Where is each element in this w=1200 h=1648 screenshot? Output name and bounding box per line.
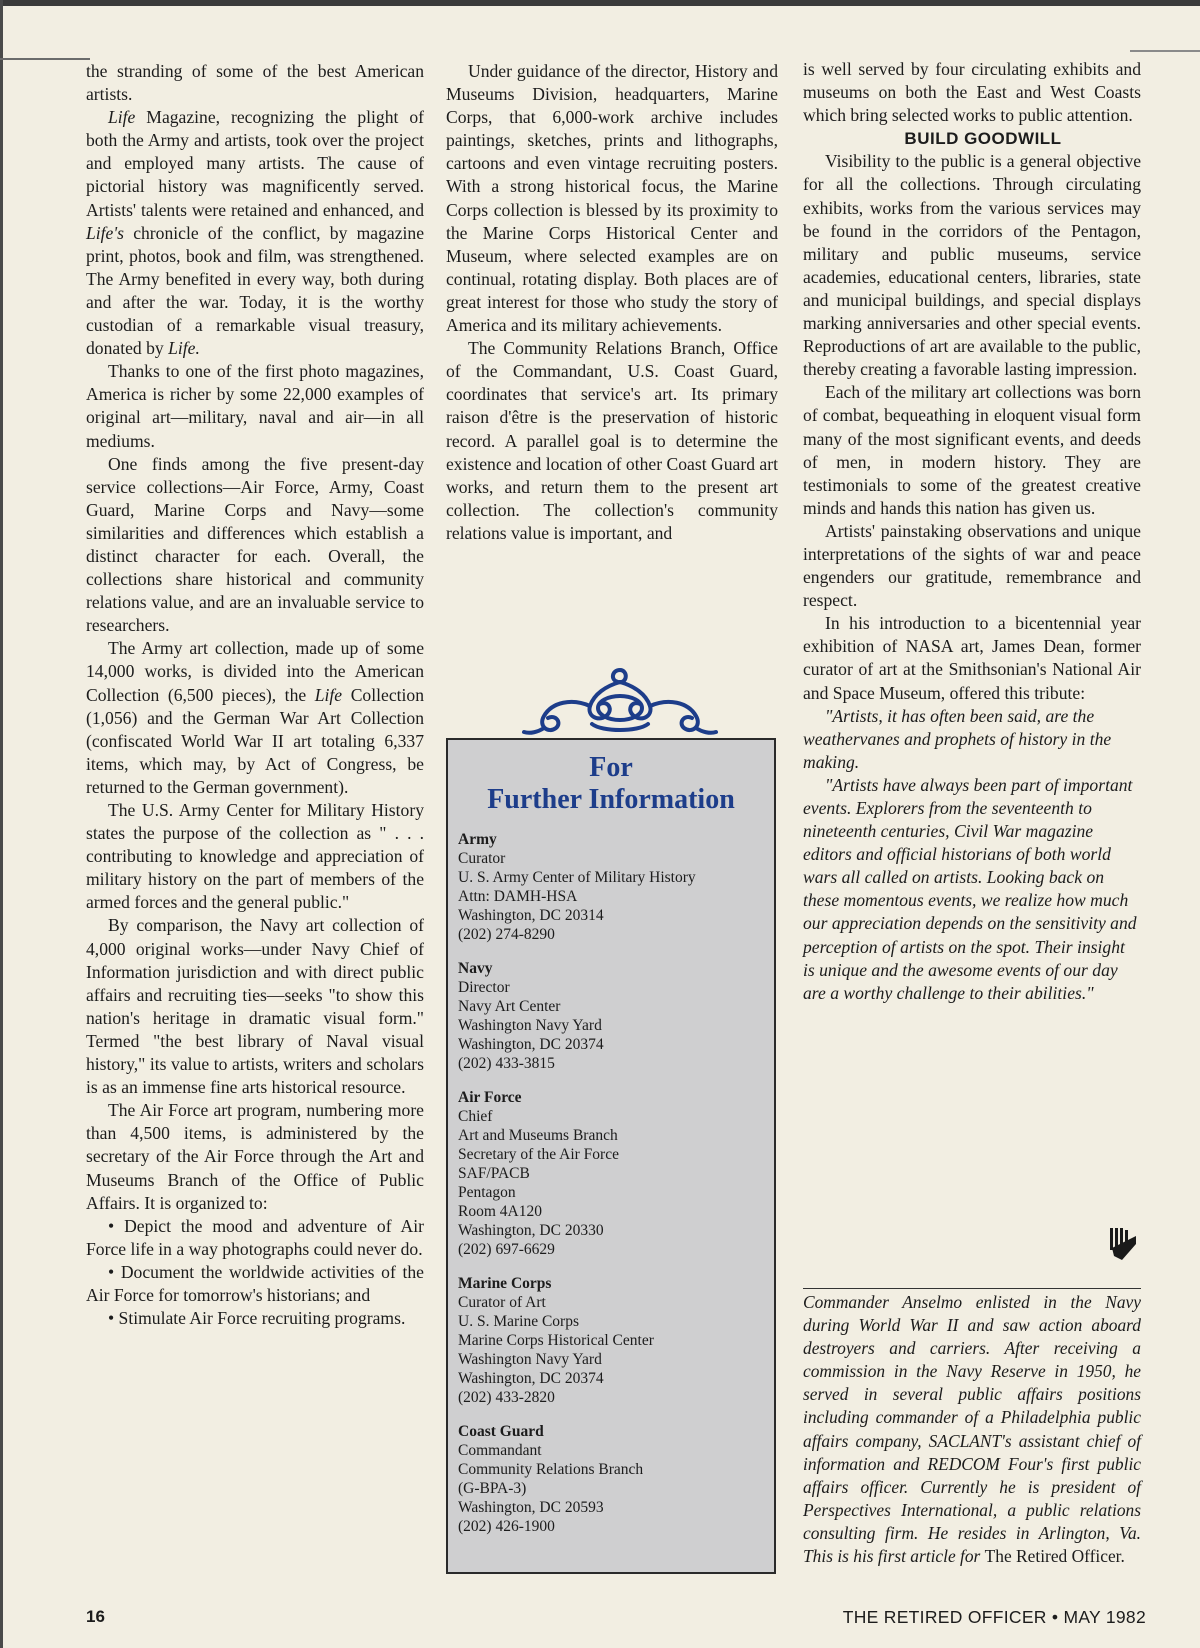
branch-name: Army bbox=[458, 831, 497, 848]
magazine-name: The Retired Officer. bbox=[984, 1546, 1125, 1567]
address-line: Washington Navy Yard bbox=[458, 1351, 602, 1368]
address-line: Curator bbox=[458, 850, 506, 867]
contact-navy bbox=[458, 959, 764, 1073]
address-line: Community Relations Branch bbox=[458, 1461, 644, 1478]
address-line: Navy Art Center bbox=[458, 998, 561, 1015]
address-line: Washington Navy Yard bbox=[458, 1017, 602, 1034]
publication-footer: THE RETIRED OFFICER • MAY 1982 bbox=[842, 1607, 1146, 1627]
left-edge bbox=[0, 0, 3, 1648]
address-line: U. S. Army Center of Military History bbox=[458, 869, 696, 886]
phone-number: (202) 697-6629 bbox=[458, 1241, 555, 1258]
top-border bbox=[0, 0, 1200, 6]
header-rule-left bbox=[0, 58, 90, 60]
paragraph: Artists' painstaking observations and unique interpretations of the sights of war and peace engenders our gratitude, remembrance and respect. bbox=[803, 520, 1141, 611]
address-line: SAF/PACB bbox=[458, 1165, 530, 1182]
text-run: Collection (1,056) and the German War Art Collection (confiscated World War II art totaling 6,337 items, which may, by Act of Congress, be returned to the German government). bbox=[86, 684, 424, 797]
address-line: Washington, DC 20374 bbox=[458, 1370, 604, 1387]
address-line: Chief bbox=[458, 1108, 493, 1125]
column-2 bbox=[446, 60, 778, 545]
magazine-title: Life bbox=[108, 107, 136, 128]
address-line: Room 4A120 bbox=[458, 1203, 542, 1220]
branch-name: Coast Guard bbox=[458, 1423, 544, 1440]
quotation: "Artists have always been part of important events. Explorers from the seventeenth to nineteenth centuries, Civil War magazine editors and official historians of both world wars all called on artists. Looking back on these momentous events, we realize how much our appreciation depends on the sensitivity and perception of artists on the spot. Their insight is unique and the awesome events of our day are a worthy challenge to their abilities." bbox=[803, 774, 1137, 1003]
paragraph: Each of the military art collections was born of combat, bequeathing in eloquent visual form many of the most significant events, and deeds of men, in modern history. They are testimonials to some of the greatest creative minds and hands this nation has given us. bbox=[803, 382, 1141, 518]
paragraph: the stranding of some of the best American artists. bbox=[86, 61, 424, 105]
phone-number: (202) 274-8290 bbox=[458, 926, 555, 943]
box-title-line1: For bbox=[589, 752, 633, 783]
bio-text: Commander Anselmo enlisted in the Navy during World War II and saw action aboard destroyers and carriers. After receiving a commission in the Navy Reserve in 1950, he served in several public affairs positions including commander of a Philadelphia public affairs company, SACLANT's assistant chief of information and REDCOM Four's first public affairs officer. Currently he is president of Perspectives International, a public relations consulting firm. He resides in Arlington, Va. This is his first article for bbox=[803, 1292, 1141, 1567]
bullet-item: • Stimulate Air Force recruiting programs. bbox=[108, 1308, 406, 1329]
paragraph bbox=[86, 637, 424, 799]
page-number: 16 bbox=[86, 1607, 105, 1626]
paragraph: Visibility to the public is a general objective for all the collections. Through circulating exhibits, works from the various services may be found in the corridors of the Pentagon, military and public museums, service academies, educational centers, libraries, state and municipal buildings, and special displays marking anniversaries and other special events. Reproductions of art are available to the public, thereby creating a favorable lasting impression. bbox=[803, 151, 1141, 380]
scroll-ornament-icon bbox=[520, 664, 720, 742]
magazine-title: Life's bbox=[86, 222, 124, 243]
author-bio bbox=[803, 1288, 1141, 1568]
phone-number: (202) 433-2820 bbox=[458, 1389, 555, 1406]
further-information-box bbox=[446, 738, 776, 1574]
paragraph: The Community Relations Branch, Office of the Commandant, U.S. Coast Guard, coordinates that service's art. Its primary raison d'être is the preservation of historic record. A parallel goal is to determine the existence and location of other Coast Guard art works, and return them to the present art collection. The collection's community relations value is important, and bbox=[446, 338, 778, 543]
column-1 bbox=[86, 60, 424, 1330]
section-subhead: BUILD GOODWILL bbox=[904, 129, 1062, 149]
paragraph bbox=[86, 106, 424, 360]
address-line: (G-BPA-3) bbox=[458, 1480, 527, 1497]
bullet-item: • Document the worldwide activities of the Air Force for tomorrow's historians; and bbox=[86, 1261, 424, 1305]
address-line: Washington, DC 20330 bbox=[458, 1222, 604, 1239]
branch-name: Marine Corps bbox=[458, 1275, 552, 1292]
column-3 bbox=[803, 58, 1141, 1005]
paragraph: is well served by four circulating exhibits and museums on both the East and West Coasts which bring selected works to public attention. bbox=[803, 59, 1141, 126]
phone-number: (202) 426-1900 bbox=[458, 1518, 555, 1535]
paragraph: By comparison, the Navy art collection of 4,000 original works—under Navy Chief of Information jurisdiction and with direct public affairs and recruiting ties—seeks "to show this nation's heritage in dramatic visual form." Termed "the best library of Naval visual history," its value to artists, writers and scholars is as an immense fine arts historical resource. bbox=[86, 915, 424, 1098]
address-line: Washington, DC 20314 bbox=[458, 907, 604, 924]
phone-number: (202) 433-3815 bbox=[458, 1055, 555, 1072]
address-line: Attn: DAMH-HSA bbox=[458, 888, 578, 905]
contact-army bbox=[458, 830, 764, 944]
branch-name: Navy bbox=[458, 960, 493, 977]
address-line: Secretary of the Air Force bbox=[458, 1146, 619, 1163]
contact-coast-guard bbox=[458, 1422, 764, 1536]
paragraph: Under guidance of the director, History and Museums Division, headquarters, Marine Corps, that 6,000-work archive includes paintings, sketches, prints and lithographs, cartoons and even vintage recruiting posters. With a strong historical focus, the Marine Corps collection is blessed by its proximity to the Marine Corps Historical Center and Museum, where selected examples are on continual, rotating display. Both places are of great interest for those who study the story of America and its military achievements. bbox=[446, 61, 778, 336]
quotation: "Artists, it has often been said, are the weathervanes and prophets of history in the making. bbox=[803, 705, 1112, 772]
header-rule-right bbox=[1130, 50, 1200, 52]
address-line: Art and Museums Branch bbox=[458, 1127, 618, 1144]
text-run: The Army art collection, made up of some 14,000 works, is divided into the American Collection (6,500 pieces), the bbox=[86, 638, 424, 705]
address-line: Marine Corps Historical Center bbox=[458, 1332, 654, 1349]
text-run: chronicle of the conflict, by magazine print, photos, book and film, was strengthened. The Army benefited in every way, both during and after the war. Today, it is the worthy custodian of a remarkable visual treasury, donated by bbox=[86, 222, 424, 359]
paragraph: In his introduction to a bicentennial year exhibition of NASA art, James Dean, former curator of art at the Smithsonian's National Air and Space Museum, offered this tribute: bbox=[803, 613, 1141, 703]
branch-name: Air Force bbox=[458, 1089, 522, 1106]
address-line: U. S. Marine Corps bbox=[458, 1313, 579, 1330]
magazine-title: Life bbox=[314, 684, 343, 705]
contact-marine-corps bbox=[458, 1274, 764, 1407]
paragraph: Thanks to one of the first photo magazines, America is richer by some 22,000 examples of original art—military, naval and air—in all mediums. bbox=[86, 361, 424, 451]
address-line: Director bbox=[458, 979, 510, 996]
address-line: Curator of Art bbox=[458, 1294, 546, 1311]
box-title-line2: Further Information bbox=[487, 784, 735, 815]
contact-air-force bbox=[458, 1088, 764, 1259]
address-line: Washington, DC 20374 bbox=[458, 1036, 604, 1053]
magazine-title: Life. bbox=[168, 338, 200, 359]
paragraph: The Air Force art program, numbering more than 4,500 items, is administered by the secretary of the Air Force through the Art and Museums Branch of the Office of Public Affairs. It is organized to: bbox=[86, 1100, 424, 1213]
end-of-article-icon bbox=[1108, 1226, 1138, 1262]
paragraph: One finds among the five present-day service collections—Air Force, Army, Coast Guard, Marine Corps and Navy—some similarities and differences which establish a distinct character for each. Overall, the collections share historical and community relations value, and are an invaluable service to researchers. bbox=[86, 453, 424, 636]
address-line: Commandant bbox=[458, 1442, 542, 1459]
address-line: Washington, DC 20593 bbox=[458, 1499, 604, 1516]
paragraph: The U.S. Army Center for Military History states the purpose of the collection as " . . . contributing to knowledge and appreciation of military history on the part of members of the armed forces and the general public." bbox=[86, 800, 424, 913]
bullet-item: • Depict the mood and adventure of Air Force life in a way photographs could never do. bbox=[86, 1215, 424, 1259]
address-line: Pentagon bbox=[458, 1184, 516, 1201]
text-run: Magazine, recognizing the plight of both the Army and artists, took over the project and employed many artists. The cause of pictorial history was magnificently served. Artists' talents were retained and enhanced, and bbox=[86, 107, 424, 220]
